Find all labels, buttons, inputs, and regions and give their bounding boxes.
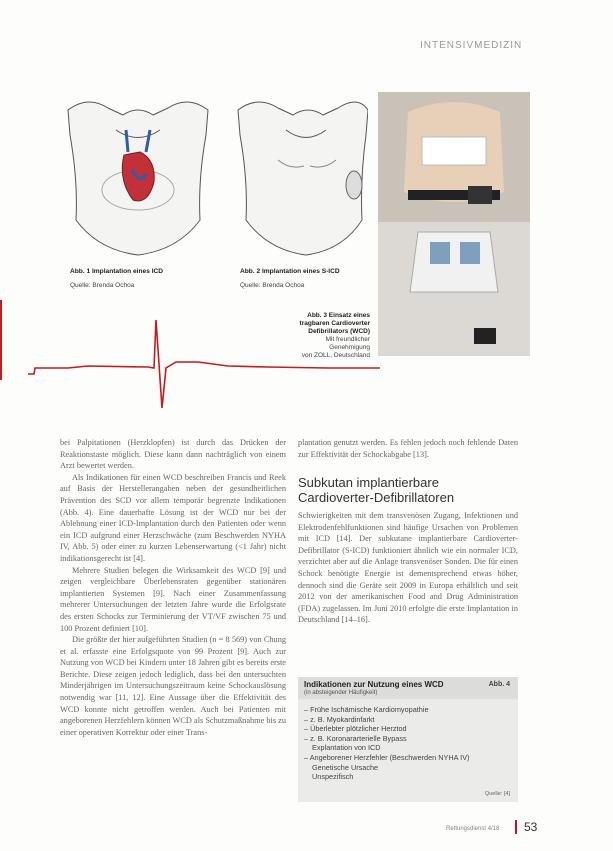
right-column-body: Schwierigkeiten mit dem transvenösen Zugang, Infektionen und Elektrodenfehlfunktionen sind häufige Ursachen von Problemen mit ICD [14]. Der subkutane implantierbare Cardioverter-Defibrillator (S-ICD) funktioniert ähnlich wie ein normaler ICD, verzichtet aber auf die Anlage transvenöser Sonden. Die für einen Schock benötigte Energie ist dementsprechend etwas höher, dennoch sind die Geräte seit 2009 in Europa erhältlich und seit 2012 von der amerikanischen Food and Drug Administration (FDA) zugelassen. Im Juni 2010 erfolgte die erste Implantation in Deutschland [14–16]. — [298, 511, 518, 625]
list-item: – z. B. Koronararterielle Bypass — [304, 734, 512, 744]
box-subtitle: (in absteigender Häufigkeit) — [304, 690, 378, 696]
section-heading: Subkutan implantierbare Cardioverter-Defibrillatoren — [298, 475, 455, 505]
page-edge-marker — [0, 300, 2, 380]
figure-2-torso-with-sicd — [238, 102, 368, 255]
paragraph: Mehrere Studien belegen die Wirksamkeit des WCD [9] und zeigen vergleichbare Überlebensraten gegenüber stationären implantierten Systemen [9]. Nach einer Zusammenfassung mehrerer Untersuchungen der letzten Jahre wurde die Erfolgsrate des ersten Schocks zur Terminierung der VT/VF zwischen 75 und 100 Prozent definiert [10]. — [60, 565, 286, 633]
ecg-trace — [28, 312, 380, 414]
indications-box — [298, 677, 518, 802]
list-item: Genetische Ursache — [312, 762, 379, 772]
fig1-source: Quelle: Brenda Ochoa — [70, 282, 135, 289]
list-item: – Überlebter plötzlicher Herztod — [304, 724, 512, 734]
list-item: Unspezifisch — [312, 772, 354, 782]
figure-captions — [70, 268, 340, 275]
page-number: 53 — [524, 820, 538, 834]
indications-list — [298, 705, 518, 782]
fig3-caption: Abb. 3 Einsatz eines tragbaren Cardioverter Defibrillators (WCD) Mit freundlicher Genehmigung von ZOLL, Deutschland — [299, 312, 370, 359]
list-item: – Angeborener Herzfehler (Beschwerden NYHA IV) — [304, 753, 512, 763]
fig1-caption: Abb. 1 Implantation eines ICD — [70, 268, 164, 275]
list-item: Explantation von ICD — [312, 743, 381, 753]
figure-1-torso-with-heart — [68, 102, 208, 255]
wcd-photo — [378, 92, 530, 356]
list-item: – Frühe Ischämische Kardiomyopathie — [304, 705, 512, 715]
box-header — [298, 677, 518, 699]
box-title: Indikationen zur Nutzung eines WCD — [304, 680, 444, 689]
fig2-caption: Abb. 2 Implantation eines S-ICD — [240, 268, 340, 275]
paragraph: bei Palpitationen (Herzklopfen) ist durch das Drücken der Reaktionstaste möglich. Diese kann dann nachträglich von einem Arzt bewertet werden. — [60, 438, 286, 471]
box-source: Quelle: [4] — [484, 791, 510, 797]
section-title: INTENSIVMEDIZIN — [420, 40, 523, 51]
left-column — [60, 437, 286, 738]
footer-divider — [515, 820, 517, 834]
torso-illustrations — [28, 90, 368, 280]
ecg-line — [28, 320, 380, 408]
box-figure-tag: Abb. 4 — [488, 681, 510, 688]
paragraph: Die größte der hier aufgeführten Studien (n = 8 569) von Chung et al. erfasste eine Erfolgsquote von 99 Prozent [9]. Auch zur Nutzung von WCD bei Kindern unter 18 Jahren gibt es bereits erste Berichte. Diese zeigen jedoch lediglich, dass bei den untersuchten Minderjährigen im Untersuchungszeitraum keine Schockauslösung notwendig war [11, 12]. Eine Aussage über die Effektivität des WCD konnte nicht getroffen werden. Auch bei Patienten mit angeborenen Herzfehlern können WCD als Schutzmaßnahme bis zu einer operativen Korrektur oder einer Trans- — [60, 635, 286, 737]
fig2-source: Quelle: Brenda Ochoa — [240, 282, 305, 289]
paragraph: Als Indikationen für einen WCD beschreiben Francis und Reek auf Basis der Herstellerangaben neben der gesundheitlichen Prävention des SCD vor allem temporär begrenzte Indikationen (Abb. 4). Eine dauerhafte Lösung ist der WCD nur bei der Ablehnung einer ICD-Implantation durch den Patienten oder wenn ein ICD aufgrund einer Herzschwäche (zum Beschwerden NYHA IV, Abb. 5) oder einer zu kurzen Lebenserwartung (<1 Jahr) nicht indikationsgerecht ist [4]. — [60, 472, 286, 563]
list-item: – z. B. Myokardinfarkt — [304, 715, 512, 725]
journal-name: Rettungsdienst 4/18 — [446, 826, 500, 832]
right-column-intro: plantation genutzt werden. Es fehlen jedoch noch fehlende Daten zur Effektivität der Schockabgabe [13]. — [298, 438, 518, 459]
